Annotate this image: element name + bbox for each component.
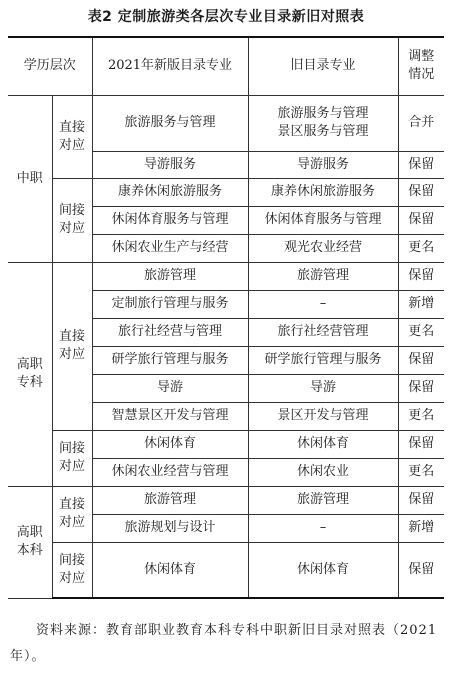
adjust-status: 合并 bbox=[398, 95, 444, 151]
sub-label: 直接 bbox=[59, 497, 86, 512]
old-major: 研学旅行管理与服务 bbox=[248, 346, 398, 374]
header-old: 旧目录专业 bbox=[248, 37, 398, 95]
adjust-status: 保留 bbox=[398, 374, 444, 402]
new-major: 旅游管理 bbox=[92, 486, 248, 514]
old-major: 观光农业经营 bbox=[248, 234, 398, 262]
old-major: 景区开发与管理 bbox=[248, 402, 398, 430]
header-new: 2021年新版目录专业 bbox=[92, 37, 248, 95]
new-major: 休闲体育服务与管理 bbox=[92, 206, 248, 234]
adjust-status: 保留 bbox=[398, 262, 444, 290]
sub-label: 对应 bbox=[59, 570, 86, 586]
group-gaozhi-zhuanke bbox=[8, 262, 52, 486]
group-label: 高职 bbox=[16, 525, 43, 540]
sub-label: 直接 bbox=[59, 329, 86, 344]
old-major: 导游 bbox=[248, 374, 398, 402]
source-note: 资料来源：教育部职业教育本科专科中职新旧目录对照表（2021年）。 bbox=[10, 623, 438, 664]
table-row bbox=[8, 542, 444, 598]
adjust-status: 新增 bbox=[398, 514, 444, 542]
old-major: 休闲体育服务与管理 bbox=[248, 206, 398, 234]
adjust-status: 保留 bbox=[398, 346, 444, 374]
sub-label: 对应 bbox=[59, 515, 86, 530]
adjust-status: 保留 bbox=[398, 151, 444, 178]
old-major: 旅行社经营管理 bbox=[248, 318, 398, 346]
adjust-status: 保留 bbox=[398, 430, 444, 458]
table-row bbox=[8, 95, 444, 151]
adjust-status: 保留 bbox=[398, 486, 444, 514]
header-row bbox=[8, 37, 444, 95]
new-major: 休闲农业生产与经营 bbox=[92, 234, 248, 262]
adjust-status: 更名 bbox=[398, 234, 444, 262]
old-major: – bbox=[248, 514, 398, 542]
sub-indirect bbox=[52, 430, 92, 486]
old-major: – bbox=[248, 290, 398, 318]
sub-label: 间接 bbox=[59, 203, 86, 218]
old-major: 休闲体育 bbox=[248, 542, 398, 598]
new-major: 智慧景区开发与管理 bbox=[92, 402, 248, 430]
header-adjust bbox=[398, 37, 444, 95]
sub-indirect bbox=[52, 178, 92, 262]
new-major: 导游服务 bbox=[92, 151, 248, 178]
new-major: 休闲体育 bbox=[92, 430, 248, 458]
sub-label: 对应 bbox=[59, 347, 86, 362]
sub-label: 直接 bbox=[59, 119, 86, 135]
new-major: 研学旅行管理与服务 bbox=[92, 346, 248, 374]
new-major: 导游 bbox=[92, 374, 248, 402]
sub-direct bbox=[52, 486, 92, 542]
sub-label: 对应 bbox=[59, 221, 86, 236]
adjust-status: 保留 bbox=[398, 542, 444, 598]
new-major: 康养休闲旅游服务 bbox=[92, 178, 248, 206]
old-major bbox=[248, 95, 398, 151]
sub-direct bbox=[52, 262, 92, 430]
adjust-status: 更名 bbox=[398, 402, 444, 430]
header-adjust-line1: 调整 bbox=[408, 49, 435, 65]
group-label: 本科 bbox=[16, 543, 43, 558]
adjust-status: 新增 bbox=[398, 290, 444, 318]
new-major: 旅游服务与管理 bbox=[92, 95, 248, 151]
sub-label: 间接 bbox=[59, 552, 86, 568]
sub-label: 间接 bbox=[59, 441, 86, 456]
old-major: 旅游管理 bbox=[248, 262, 398, 290]
old-major-line: 景区服务与管理 bbox=[277, 124, 369, 139]
table-row bbox=[8, 178, 444, 206]
group-gaozhi-benke bbox=[8, 486, 52, 598]
sub-label: 对应 bbox=[59, 459, 86, 474]
old-major: 康养休闲旅游服务 bbox=[248, 178, 398, 206]
new-major: 定制旅行管理与服务 bbox=[92, 290, 248, 318]
header-level: 学历层次 bbox=[8, 37, 92, 95]
adjust-status: 保留 bbox=[398, 206, 444, 234]
sub-indirect bbox=[52, 542, 92, 598]
table-row bbox=[8, 430, 444, 458]
old-major: 休闲农业 bbox=[248, 458, 398, 486]
table-row bbox=[8, 486, 444, 514]
adjust-status: 更名 bbox=[398, 318, 444, 346]
header-adjust-line2: 情况 bbox=[408, 67, 435, 83]
group-zhongzhi: 中职 bbox=[8, 95, 52, 262]
adjust-status: 更名 bbox=[398, 458, 444, 486]
group-label: 高职 bbox=[16, 357, 43, 372]
new-major: 旅游管理 bbox=[92, 262, 248, 290]
old-major: 休闲体育 bbox=[248, 430, 398, 458]
group-label: 专科 bbox=[16, 375, 43, 390]
comparison-table bbox=[8, 36, 444, 599]
table-title: 表2 定制旅游类各层次专业目录新旧对照表 bbox=[87, 9, 365, 25]
new-major: 旅行社经营与管理 bbox=[92, 318, 248, 346]
new-major: 休闲农业经营与管理 bbox=[92, 458, 248, 486]
sub-label: 对应 bbox=[59, 137, 86, 153]
old-major-line: 旅游服务与管理 bbox=[277, 106, 369, 121]
old-major: 导游服务 bbox=[248, 151, 398, 178]
adjust-status: 保留 bbox=[398, 178, 444, 206]
new-major: 旅游规划与设计 bbox=[92, 514, 248, 542]
sub-direct bbox=[52, 95, 92, 178]
table-row bbox=[8, 262, 444, 290]
new-major: 休闲体育 bbox=[92, 542, 248, 598]
old-major: 旅游管理 bbox=[248, 486, 398, 514]
